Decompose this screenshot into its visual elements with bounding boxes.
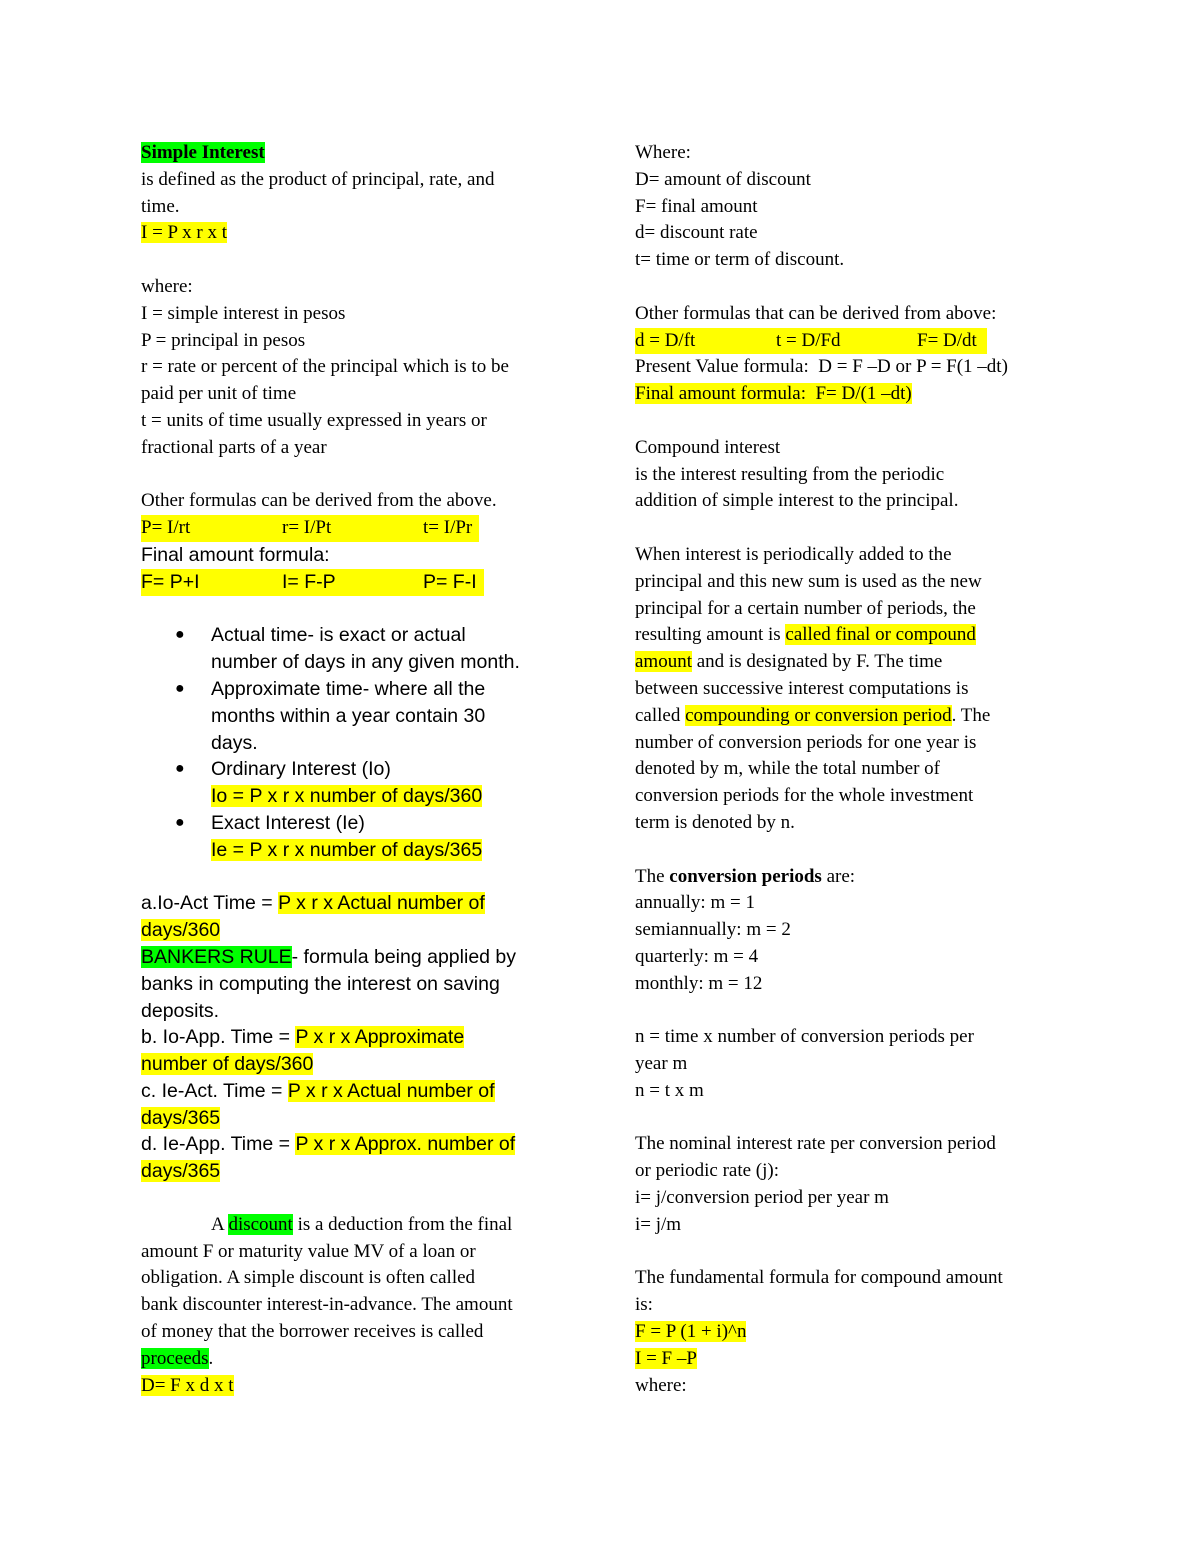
bankers-rule: BANKERS RULE- formula being applied by: [141, 945, 517, 968]
conversion-annually: annually: m = 1: [635, 892, 755, 914]
conversion-semiannually: semiannually: m = 2: [635, 919, 791, 941]
where-label: where:: [141, 275, 193, 297]
other-formulas-label: Other formulas can be derived from the above.: [141, 490, 497, 512]
fundamental-formula-label: The fundamental formula for compound amount: [635, 1267, 1003, 1289]
discount-paragraph: A discount is a deduction from the final: [211, 1213, 513, 1235]
variable-definition: paid per unit of time: [141, 383, 297, 405]
method-d: d. Ie-App. Time = P x r x Approx. number of: [141, 1133, 516, 1156]
n-formula: n = t x m: [635, 1079, 704, 1101]
definition-line: is defined as the product of principal, rate, and: [141, 168, 495, 190]
variable-definition: D= amount of discount: [635, 168, 811, 190]
bullet-icon: ●: [175, 626, 185, 644]
simple-interest-formula: I = P x r x t: [141, 222, 228, 244]
variable-definition: r = rate or percent of the principal which is to be: [141, 356, 509, 378]
n-definition: n = time x number of conversion periods per: [635, 1026, 974, 1048]
list-item: ● Approximate time- where all the months within a year contain 30 days.: [175, 677, 486, 754]
conversion-periods-heading: The conversion periods are:: [635, 865, 856, 887]
formula-r: r= I/Pt: [282, 517, 332, 539]
conversion-quarterly: quarterly: m = 4: [635, 945, 759, 967]
left-column: Simple Interest is defined as the product of principal, rate, and time. I = P x r x t where: I = simple interest in pesos P = principal in pesos r = rate or percent of the principal which is to be paid per unit of time t = units of time usually expressed in years or fractional parts of a year Other formulas can be derived from the above. P= I/rt r= I/Pt t= I/Pr Final amount formula: F= P+I I= F-P P= F-I ● Actual time- is exact or actual number of days in any given month. ● Approximate time- where all the months within a year contain 30 days. ● Ordinary Interest (Io) Io = P x r x number of days/360 ● Exact Interest (Ie) Ie = P x r x number of days/365 a.Io-Act Time = P x r x Actual number of days/360 BANKERS RULE- formula being applied by banks in computing the interest on saving deposits. b. Io-App. Time = P x r x Approximate number of days/360 c. Ie-Act. Time = P x r x Actual number of days/365 d. Ie-App. Time = P x r x Approx. number of days/365 A discount is a deduction from the final amount F or maturity value MV of a loan or obligation. A simple discount is often called bank discounter interest-in-advance. The amount of money that the borrower receives is called proceeds. D= F x d x t: [141, 140, 571, 1399]
formula-t: t= I/Pr: [423, 517, 473, 539]
derived-formulas-row: d = D/ft t = D/Fd F= D/dt: [635, 328, 1075, 355]
variable-definition: fractional parts of a year: [141, 436, 327, 458]
definition-line: time.: [141, 195, 180, 217]
discount-formula: D= F x d x t: [141, 1374, 234, 1396]
variable-definition: F= final amount: [635, 195, 758, 217]
variable-definition: t= time or term of discount.: [635, 249, 845, 271]
method-b: b. Io-App. Time = P x r x Approximate: [141, 1026, 465, 1049]
list-item: ● Actual time- is exact or actual number of days in any given month.: [175, 624, 520, 674]
list-item: ● Exact Interest (Ie) Ie = P x r x number of days/365: [175, 811, 483, 861]
formula-I: I= F-P: [282, 570, 336, 593]
conversion-monthly: monthly: m = 12: [635, 972, 763, 994]
final-formulas-row: [141, 569, 571, 596]
derived-formulas-row: [141, 515, 571, 542]
method-c: c. Ie-Act. Time = P x r x Actual number of: [141, 1079, 495, 1102]
i-formula: i= j/m: [635, 1213, 682, 1235]
list-item: ● Ordinary Interest (Io) Io = P x r x number of days/360: [175, 758, 483, 808]
bullet-icon: ●: [175, 760, 185, 778]
compound-amount-formula: F = P (1 + i)^n: [635, 1321, 747, 1343]
compound-interest-formula: I = F –P: [635, 1347, 697, 1369]
compound-paragraph: When interest is periodically added to the: [635, 543, 952, 565]
i-definition: i= j/conversion period per year m: [635, 1187, 889, 1209]
formula-F: F= P+I: [141, 570, 200, 593]
other-formulas-label: Other formulas that can be derived from above:: [635, 302, 997, 324]
formula-P: P= I/rt: [141, 517, 191, 539]
bullet-icon: ●: [175, 679, 185, 697]
right-column: Where: D= amount of discount F= final amount d= discount rate t= time or term of discount. Other formulas that can be derived from above: d = D/ft t = D/Fd F= D/dt Present Value formula: D = F –D or P = F(1 –dt) Final amount formula: F= D/(1 –dt) Compound interest is the interest resulting from the periodic addition of simple interest to the principal. When interest is periodically added to the principal and this new sum is used as the new principal for a certain number of periods, the resulting amount is called final or compound amount and is designated by F. The time between successive interest computations is called compounding or conversion period. The number of conversion periods for one year is denoted by m, while the total number of conversion periods for the whole investment term is denoted by n. The conversion periods are: annually: m = 1 semiannually: m = 2 quarterly: m = 4 monthly: m = 12 n = time x number of conversion periods per year m n = t x m The nominal interest rate per conversion period or periodic rate (j): i= j/conversion period per year m i= j/m The fundamental formula for compound amount is: F = P (1 + i)^n I = F –P where:: [635, 140, 1075, 1399]
final-amount-formula: Final amount formula: F= D/(1 –dt): [635, 383, 912, 405]
variable-definition: t = units of time usually expressed in years or: [141, 409, 487, 431]
nominal-rate-definition: The nominal interest rate per conversion period: [635, 1133, 996, 1155]
where-label: where:: [635, 1374, 687, 1396]
variable-definition: I = simple interest in pesos: [141, 302, 346, 324]
present-value-formula: Present Value formula: D = F –D or P = F(1 –dt): [635, 356, 1008, 378]
where-label: Where:: [635, 142, 691, 163]
time-types-list: [141, 622, 571, 863]
formula-P-final: P= F-I: [423, 570, 477, 593]
compound-interest-heading: Compound interest: [635, 436, 781, 458]
variable-definition: P = principal in pesos: [141, 329, 306, 351]
ordinary-interest-formula: Io = P x r x number of days/360: [211, 785, 483, 808]
simple-interest-heading: Simple Interest: [141, 142, 265, 163]
variable-definition: d= discount rate: [635, 222, 758, 244]
exact-interest-formula: Ie = P x r x number of days/365: [211, 838, 483, 861]
bullet-icon: ●: [175, 813, 185, 831]
final-amount-label: Final amount formula:: [141, 543, 330, 566]
method-a: a.Io-Act Time = P x r x Actual number of: [141, 892, 485, 915]
